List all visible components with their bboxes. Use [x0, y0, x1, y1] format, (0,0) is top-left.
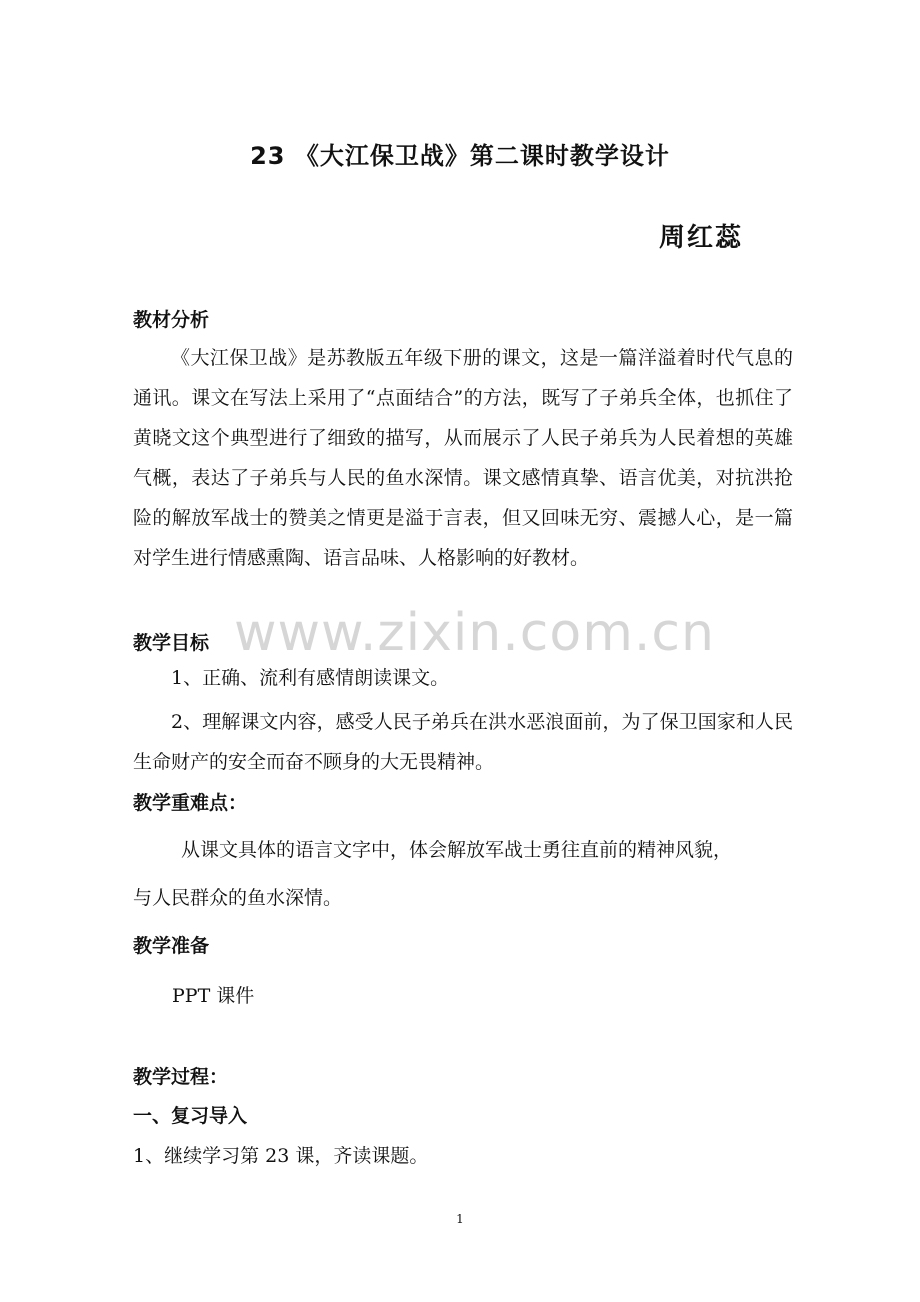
section-heading-prep: 教学准备 — [133, 935, 210, 957]
watermark: www.zixin.com.cn — [234, 603, 715, 663]
goal-item-2: 2、理解课文内容，感受人民子弟兵在洪水恶浪面前，为了保卫国家和人民生命财产的安全而奋不顾身的大无畏精神。 — [133, 711, 793, 773]
section-heading-process: 教学过程： — [133, 1066, 229, 1088]
process-step-1: 1、继续学习第 23 课，齐读课题。 — [133, 1145, 429, 1167]
document-title: 23 《大江保卫战》第二课时教学设计 — [250, 142, 670, 170]
page-number: 1 — [456, 1212, 464, 1226]
section-heading-goals: 教学目标 — [133, 632, 210, 654]
analysis-paragraph: 《大江保卫战》是苏教版五年级下册的课文，这是一篇洋溢着时代气息的通讯。课文在写法上采用了“点面结合”的方法，既写了子弟兵全体，也抓住了黄晓文这个典型进行了细致的描写，从而展示了人民子弟兵为人民着想的英雄气概，表达了子弟兵与人民的鱼水深情。课文感情真挚、语言优美，对抗洪抢险的解放军战士的赞美之情更是溢于言表，但又回味无穷、震撼人心，是一篇对学生进行情感熏陶、语言品味、人格影响的好教材。 — [133, 347, 793, 569]
keypoints-line-1: 从课文具体的语言文字中，体会解放军战士勇往直前的精神风貌， — [181, 839, 733, 861]
author-name: 周红蕊 — [659, 223, 744, 253]
goal-item-1: 1、正确、流利有感情朗读课文。 — [171, 667, 450, 689]
section-heading-keypoints: 教学重难点： — [133, 792, 248, 814]
section-heading-analysis: 教材分析 — [133, 309, 210, 331]
prep-text: PPT 课件 — [172, 985, 255, 1007]
section-heading-review: 一、复习导入 — [133, 1105, 248, 1127]
keypoints-line-2: 与人民群众的鱼水深情。 — [133, 887, 343, 909]
